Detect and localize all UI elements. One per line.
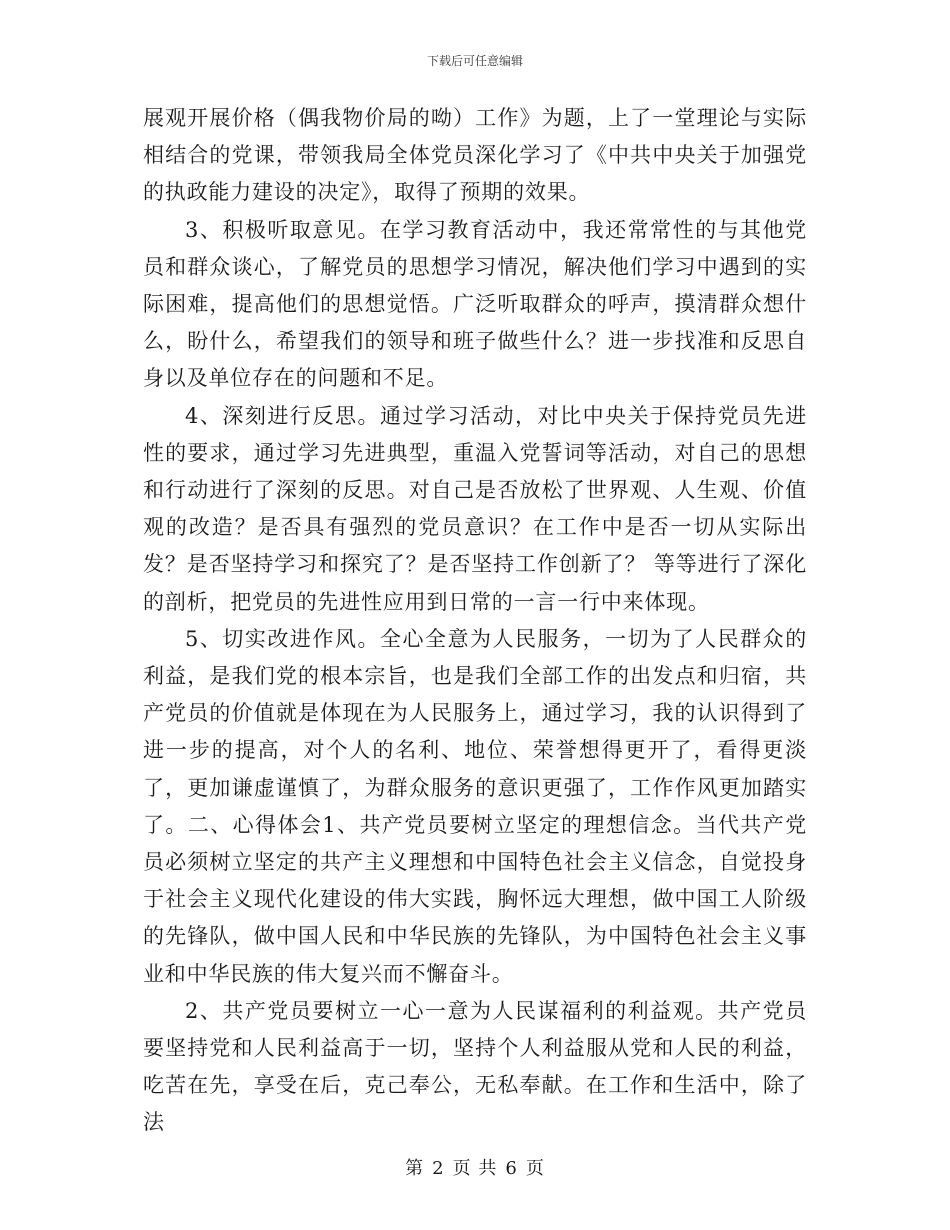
page-footer [0, 1154, 950, 1180]
paragraph-improve-style: 5、切实改进作风。全心全意为人民服务，一切为了人民群众的利益，是我们党的根本宗旨，也是我们全部工作的出发点和归宿，共产党员的价值就是体现在为人民服务上，通过学习，我的认识得到了进一步的提高，对个人的名利、地位、荣誉想得更开了，看得更淡了，更加谦虚谨慎了，为群众服务的意识更强了，工作作风更加踏实了。二、心得体会1、共产党员要树立坚定的理想信念。当代共产党员必须树立坚定的共产主义理想和中国特色社会主义信念，自觉投身于社会主义现代化建设的伟大实践，胸怀远大理想，做中国工人阶级的先锋队，做中国人民和中华民族的先锋队，为中国特色社会主义事业和中华民族的伟大复兴而不懈奋斗。 [143, 626, 807, 986]
paragraph-continuation: 展观开展价格（偶我物价局的呦）工作》为题，上了一堂理论与实际相结合的党课，带领我局全体党员深化学习了《中共中央关于加强党的执政能力建设的决定》，取得了预期的效果。 [143, 106, 807, 205]
footer-page-number: 2 [432, 1158, 445, 1179]
paragraph-listen-opinions: 3、积极听取意见。在学习教育活动中，我还常常性的与其他党员和群众谈心，了解党员的思想学习情况，解决他们学习中遇到的实际困难，提高他们的思想觉悟。广泛听取群众的呼声，摸清群众想什么，盼什么，希望我们的领导和班子做些什么？进一步找准和反思自身以及单位存在的问题和不足。 [143, 217, 807, 391]
paragraph-reflection: 4、深刻进行反思。通过学习活动，对比中央关于保持党员先进性的要求，通过学习先进典型，重温入党誓词等活动，对自己的思想和行动进行了深刻的反思。对自己是否放松了世界观、人生观、价值观的改造？是否具有强烈的党员意识？在工作中是否一切从实际出发？是否坚持学习和探究了？是否坚持工作创新了？ 等等进行了深化的剖析，把党员的先进性应用到日常的一言一行中来体现。 [143, 403, 807, 614]
page-header: 下载后可任意编辑 [426, 54, 523, 68]
footer-middle: 页 共 [452, 1158, 498, 1179]
footer-total-pages: 6 [505, 1158, 518, 1179]
footer-suffix: 页 [525, 1158, 545, 1179]
footer-prefix: 第 [405, 1158, 425, 1179]
paragraph-interest-view: 2、共产党员要树立一心一意为人民谋福利的利益观。共产党员要坚持党和人民利益高于一切，坚持个人利益服从党和人民的利益，吃苦在先，享受在后，克己奉公，无私奉献。在工作和生活中，除了法 [143, 998, 807, 1135]
document-body [143, 100, 807, 1142]
